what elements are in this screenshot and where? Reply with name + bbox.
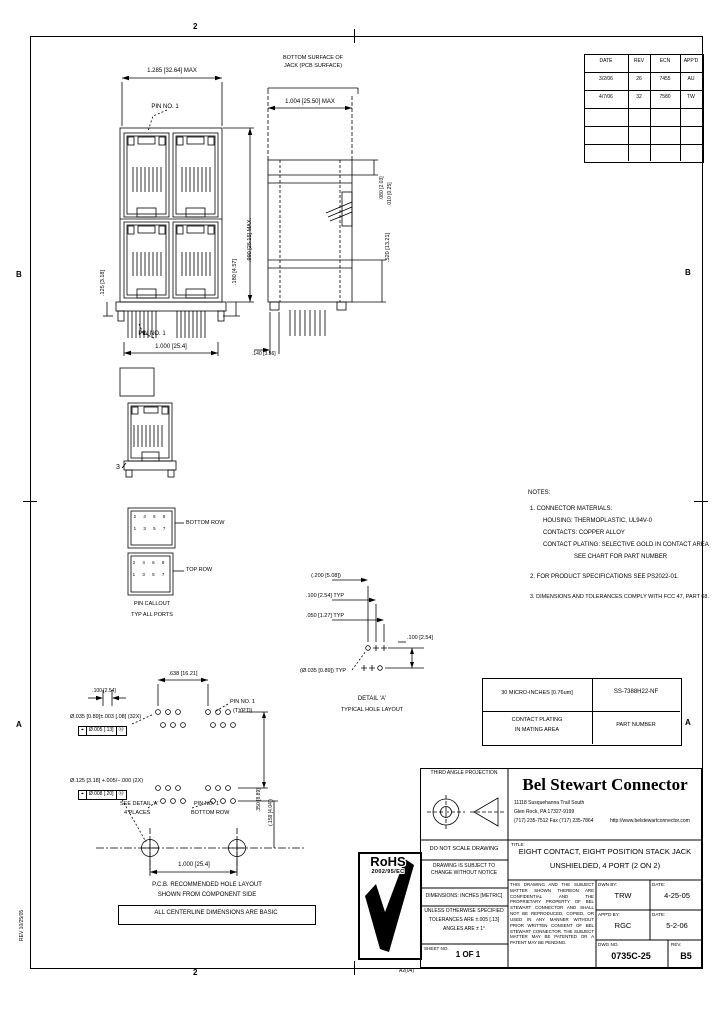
pin-callout-caption1: PIN CALLOUT: [133, 601, 171, 607]
note-1: 1. CONNECTOR MATERIALS:: [530, 506, 613, 512]
front-bottom-dim: 1.000 [25.4]: [155, 344, 187, 350]
rev-row-cell: 3/2/06: [599, 76, 613, 82]
see-detail-a-label: SEE DETAIL 'A': [120, 801, 159, 807]
side-dim-d: .140 [3.56]: [252, 351, 276, 357]
dwg-no-value: 0735C-25: [611, 951, 651, 961]
third-angle-projection-icon: [427, 795, 504, 829]
detail-a-subcaption: TYPICAL HOLE LAYOUT: [340, 707, 404, 713]
zone-label-right-a: A: [685, 718, 691, 727]
dimensions-note: DIMENSIONS: INCHES [METRIC]: [425, 893, 503, 899]
appd-by-label: APP'D BY:: [598, 912, 620, 917]
footer-code: A2(04): [399, 968, 415, 974]
tolerance-note1: UNLESS OTHERWISE SPECIFIED: [424, 908, 504, 914]
pcb-bottom-dim: 1.000 [25.4]: [178, 862, 210, 868]
company-name: Bel Stewart Connector: [522, 775, 688, 794]
dwn-date-label: DATE:: [652, 882, 666, 887]
plating-label2: IN MATING AREA: [514, 727, 560, 733]
sheet-label: SHEET NO.: [424, 946, 449, 951]
pcb-caption1: P.C.B. RECOMMENDED HOLE LAYOUT: [152, 882, 262, 888]
fcf-tolerance: Ø.008 [.20]: [87, 791, 117, 799]
border-tick-left: [23, 501, 37, 502]
tolerance-note3: ANGLES ARE ± 1°: [443, 926, 485, 932]
pin-digits-row: 2 4 6 8: [133, 514, 169, 519]
note-1a: HOUSING: THERMOPLASTIC, UL94V-0: [543, 518, 652, 524]
dwn-by-value: TRW: [614, 891, 632, 900]
rev-value: B5: [680, 951, 692, 961]
front-height-dim: .990 [25.15] MAX.: [247, 217, 253, 262]
tolerance-note2: TOLERANCES ARE ±.005 [.13]: [428, 917, 500, 923]
fcf-modifier: Ⓜ: [118, 727, 124, 733]
pin-digits-row: 1 3 5 7: [133, 526, 169, 531]
side-note-line1: BOTTOM SURFACE OF: [282, 55, 344, 61]
part-number-value: SS-7388H22-NF: [613, 689, 659, 695]
pcb-vdim2: (.159 [4.04]): [268, 799, 274, 826]
zone-label-bottom: 2: [193, 968, 198, 977]
note-1c: CONTACT PLATING: SELECTIVE GOLD IN CONTACT AREA: [543, 542, 709, 548]
side-dim-c: .520 [13.21]: [385, 232, 391, 262]
company-address1: 11118 Susquehanna Trail South: [514, 800, 585, 806]
dwn-date-value: 4-25-05: [664, 891, 690, 900]
zone-label-left-a: A: [16, 720, 22, 729]
note-3: 3. DIMENSIONS AND TOLERANCES COMPLY WITH FCC 47, PART 68.: [530, 594, 709, 600]
rev-table-line: [584, 108, 702, 109]
note-1b: CONTACTS: COPPER ALLOY: [543, 530, 625, 536]
rev-row-cell: AU: [687, 76, 695, 82]
no-scale-note: DO NOT SCALE DRAWING: [429, 846, 499, 852]
pcb-top-dim: .638 [16.21]: [168, 671, 198, 677]
rev-row-cell: 4/7/06: [599, 94, 613, 100]
detail-a-dim4: .100 [2.54]: [407, 635, 433, 641]
hole-feature-control-frame: [78, 726, 127, 736]
detail-a-dim5: (Ø.035 [0.89]) TYP: [300, 668, 347, 674]
fcf-symbol: ⌖: [79, 791, 87, 799]
detail-a-dim1: (.200 [5.08]): [311, 573, 341, 579]
rev-row-cell: 32: [636, 94, 642, 100]
appd-date-label: DATE:: [652, 912, 666, 917]
company-url: http://www.belstewartconnector.com: [610, 818, 690, 824]
change-note: DRAWING IS SUBJECT TO CHANGE WITHOUT NOTICE: [430, 863, 498, 876]
detail-a-dim2: .100 [2.54] TYP: [305, 593, 345, 599]
pcb-pin1-bottom1: PIN NO. 1: [194, 801, 220, 807]
rev-table-line: [584, 90, 702, 91]
side-note-line2: JACK (PCB SURFACE): [283, 63, 343, 69]
rev-col-date: DATE: [599, 58, 613, 64]
note-2: 2. FOR PRODUCT SPECIFICATIONS SEE PS2022-01.: [530, 574, 679, 580]
rev-col-appd: APP'D: [683, 58, 699, 64]
side-view-drawing: [250, 52, 425, 387]
pcb-vdim1: .350 [8.89]: [256, 788, 262, 812]
pcb-caption2: SHOWN FROM COMPONENT SIDE: [157, 892, 257, 898]
rev-col-rev: REV: [633, 58, 645, 64]
note-balloon-3: 3: [116, 464, 120, 471]
part-number-label: PART NUMBER: [616, 722, 656, 728]
front-flange-dim: .180 [4.57]: [232, 259, 238, 285]
border-tick-right: [694, 501, 708, 502]
fcf-symbol: ⌖: [79, 727, 87, 735]
rev-table-line: [584, 126, 702, 127]
company-address2: Glen Rock, PA 17327-9199: [514, 809, 575, 815]
rev-table-line: [584, 144, 702, 145]
top-row-label: TOP ROW: [186, 567, 213, 573]
fcf-tolerance: Ø.005 [.13]: [87, 727, 117, 735]
plating-value: 30 MICRO-INCHES [0.76um]: [501, 690, 573, 696]
pcb-pin1-typd: (TYP'D): [233, 708, 253, 714]
zone-label-right-b: B: [685, 268, 691, 277]
detail-a-caption: DETAIL 'A': [357, 696, 387, 702]
dwg-no-label: DWG NO.: [598, 942, 619, 947]
note-1d: SEE CHART FOR PART NUMBER: [574, 554, 668, 560]
bottom-row-label: BOTTOM ROW: [186, 520, 225, 526]
company-phone: (717) 235-7512 Fax (717) 235-7864: [514, 818, 594, 824]
front-pin1-top-label: PIN NO. 1: [151, 104, 179, 110]
side-dim-b: .010 [0.25]: [387, 182, 393, 206]
fcf-modifier: Ⓜ: [118, 791, 124, 797]
front-standoff-dim: .125 [3.18]: [100, 270, 106, 296]
rev-table-line: [584, 72, 702, 73]
rev-col-ecn: ECN: [659, 58, 671, 64]
notes-title: NOTES:: [528, 490, 551, 496]
plating-label1: CONTACT PLATING: [511, 717, 563, 723]
front-pin1-bottom-label: PIN NO. 1: [138, 331, 166, 337]
border-tick-bottom: [354, 961, 355, 975]
border-tick-top: [354, 29, 355, 43]
part-table-line: [482, 711, 680, 712]
drawing-title-line2: UNSHIELDED, 4 PORT (2 ON 2): [549, 861, 661, 870]
detail-a-dim3: .050 [1.27] TYP: [305, 613, 345, 619]
pcb-post-callout: Ø.125 [3.18] +.005/−.000 (2X): [70, 778, 144, 784]
zone-label-top: 2: [193, 22, 198, 31]
basic-dims-note: ALL CENTERLINE DIMENSIONS ARE BASIC: [154, 910, 278, 916]
title-label: TITLE:: [511, 842, 525, 847]
rohs-directive: 2002/95/EC: [371, 869, 405, 875]
side-dim-a: .080 [2.03]: [379, 176, 385, 200]
rev-row-cell: 7580: [659, 94, 671, 100]
pin-digits-row: 1 3 5 7: [132, 572, 168, 577]
rohs-name: RoHS: [370, 854, 406, 869]
pin-digits-row: 2 4 6 8: [132, 560, 168, 565]
pcb-pin1-bottom2: BOTTOM ROW: [191, 810, 230, 816]
drawing-title-line1: EIGHT CONTACT, EIGHT POSITION STACK JACK: [518, 847, 692, 856]
post-feature-control-frame: [78, 790, 127, 800]
pcb-pitch-dim: .100 [2.54]: [92, 688, 116, 694]
appd-date-value: 5-2-06: [666, 921, 688, 930]
rev-row-cell: 26: [636, 76, 642, 82]
edge-revision-note: REV 10/25/05: [19, 909, 25, 941]
pcb-hole-callout: Ø.035 [0.89]±.003 [.08] (32X): [70, 714, 142, 720]
side-depth-dim: 1.004 [25.50] MAX: [285, 99, 335, 105]
rev-row-cell: 7455: [659, 76, 671, 82]
front-width-dim: 1.285 [32.64] MAX: [147, 68, 197, 74]
dwn-by-label: DWN BY:: [598, 882, 618, 887]
see-detail-a-places: 4 PLACES: [124, 810, 151, 816]
pcb-pin1-label: PIN NO. 1: [230, 699, 256, 705]
rev-label: REV.: [671, 942, 682, 947]
pin-callout-caption2: TYP ALL PORTS: [131, 612, 173, 618]
sheet-value: 1 OF 1: [455, 950, 481, 959]
disclaimer-text: THIS DRAWING AND THE SUBJECT MATTER SHOWN THEREON ARE CONFIDENTIAL AND THE PROPRIETARY PROPERTY OF BEL STEWART CONNECTOR AND SHALL NOT BE REPRODUCED, COPIED, OR USED IN ANY MANNER WITHOUT PRIOR WRITTEN CONSENT OF BEL STEWART CONNECTOR. THE SUBJECT MATTER MAY BE PATENTED OR A PATENT MAY BE PENDING.: [510, 882, 594, 946]
zone-label-left-b: B: [16, 270, 22, 279]
projection-label: THIRD ANGLE PROJECTION: [430, 770, 498, 776]
rev-row-cell: TW: [687, 94, 695, 100]
appd-by-value: RGC: [614, 921, 632, 930]
